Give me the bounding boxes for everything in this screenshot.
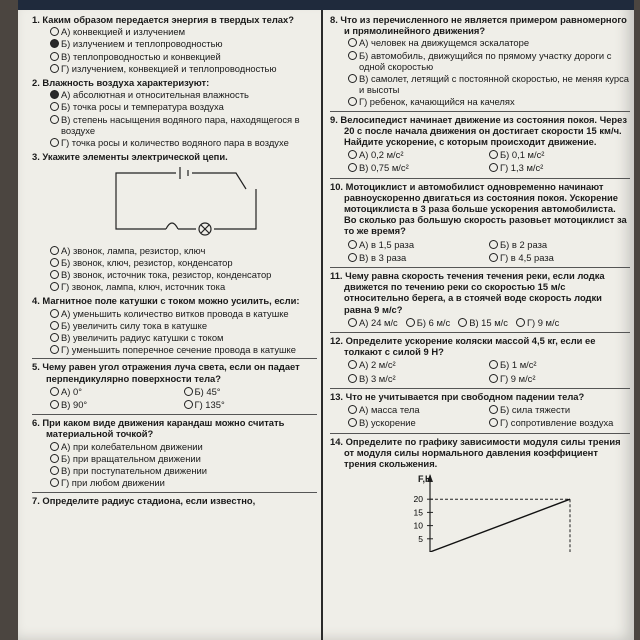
question-title: 14. Определите по графику зависимости модуля силы трения от модуля силы нормального давления коэффициент трения скольжения. [330,435,621,469]
radio-circle-icon [348,97,357,106]
separator [330,433,630,434]
answer-option[interactable]: Б) 45° [184,386,318,397]
answer-option[interactable]: Г) в 4,5 раза [489,252,630,263]
circuit-diagram [106,165,266,237]
question-13 [330,391,630,430]
question-7 [32,495,317,506]
radio-circle-icon [50,138,59,147]
answer-option[interactable]: В) 3 м/с² [348,373,489,384]
radio-circle-icon [489,240,498,249]
answer-option[interactable]: Б) звонок, ключ, резистор, конденсатор [50,257,317,268]
right-column [330,14,630,557]
question-title: 5. Чему равен угол отражения луча света, если он падает перпендикулярно поверхности тела? [32,361,300,384]
question-8 [330,14,630,108]
answer-option[interactable]: Г) излучением, конвекцией и теплопроводностью [50,63,317,74]
answer-option[interactable]: Б) увеличить силу тока в катушке [50,320,317,331]
question-title: 12. Определите ускорение коляски массой 4,5 кг, если ее толкают с силой 9 Н? [330,335,596,358]
answer-option[interactable]: Б) сила тяжести [489,404,630,415]
answer-option[interactable]: А) 0° [50,386,184,397]
radio-circle-icon [50,27,59,36]
answer-option[interactable]: В) при поступательном движении [50,465,317,476]
answer-option[interactable]: А) конвекцией и излучением [50,26,317,37]
answer-option[interactable]: А) масса тела [348,404,489,415]
question-12 [330,335,630,385]
question-5 [32,361,317,411]
radio-circle-icon [50,258,59,267]
column-divider [321,10,323,640]
radio-circle-icon [50,387,59,396]
answer-option[interactable]: Г) точка росы и количество водяного пара в воздухе [50,137,317,148]
answer-option[interactable]: Б) излучением и теплопроводностью [50,38,317,49]
answer-option[interactable]: А) 2 м/с² [348,359,489,370]
answer-option[interactable]: А) уменьшить количество витков провода в катушке [50,308,317,319]
question-9 [330,114,630,175]
header-bar [18,0,634,10]
answer-option[interactable]: Г) ребенок, качающийся на качелях [348,96,630,107]
answer-option[interactable]: В) 15 м/с [458,317,508,328]
separator [32,414,317,415]
answer-option[interactable]: Б) 1 м/с² [489,359,630,370]
y-tick-label: 5 [418,533,423,544]
question-title: 7. Определите радиус стадиона, если известно, [32,494,256,506]
question-6 [32,417,317,488]
question-3 [32,151,317,292]
answer-option[interactable]: А) в 1,5 раза [348,239,489,250]
question-title: 10. Мотоциклист и автомобилист одновременно начинают равноускоренно двигаться из состояния покоя. Ускорение мотоциклиста в 3 раза больше ускорения автомобилиста. Во сколько раз большую скорость разовьет мотоциклист за то же время? [330,180,627,237]
question-title: 2. Влажность воздуха характеризуют: [32,77,210,89]
separator [330,388,630,389]
radio-circle-icon [50,282,59,291]
radio-circle-icon [489,360,498,369]
separator [330,332,630,333]
radio-circle-icon [50,400,59,409]
question-14 [330,436,630,555]
radio-circle-icon [184,387,193,396]
answer-option[interactable]: В) 0,75 м/с² [348,162,489,173]
answer-option[interactable]: Г) 1,3 м/с² [489,162,630,173]
answer-option[interactable]: Г) 135° [184,399,318,410]
radio-circle-icon [348,51,357,60]
question-11 [330,270,630,329]
answer-option[interactable]: А) 0,2 м/с² [348,149,489,160]
radio-circle-icon [50,345,59,354]
question-title: 3. Укажите элементы электрической цепи. [32,151,228,163]
answer-option[interactable]: Г) при любом движении [50,477,317,488]
friction-graph [390,472,600,552]
radio-circle-icon [489,163,498,172]
answer-option[interactable]: В) увеличить радиус катушки с током [50,332,317,343]
radio-circle-icon [489,418,498,427]
radio-circle-icon [516,318,525,327]
question-title: 8. Что из перечисленного не является примером равномерного и прямолинейного движения? [330,14,627,37]
series-line [430,499,570,552]
radio-circle-icon [50,478,59,487]
radio-circle-icon [348,253,357,262]
radio-circle-icon [348,360,357,369]
radio-circle-icon [348,405,357,414]
answer-option[interactable]: Г) уменьшить поперечное сечение провода в катушке [50,344,317,355]
question-title: 9. Велосипедист начинает движение из состояния покоя. Через 20 с после начала движения он достигает скорости 15 км/ч. Найдите ускорение, с которым происходит движение. [330,113,628,148]
question-2 [32,77,317,148]
answer-option[interactable]: Б) 0,1 м/с² [489,149,630,160]
radio-circle-icon [348,74,357,83]
separator [330,267,630,268]
radio-circle-icon [489,405,498,414]
answer-option[interactable]: Г) 9 м/с² [489,373,630,384]
radio-filled-icon [50,90,59,99]
answer-option[interactable]: Г) сопротивление воздуха [489,417,630,428]
answer-option[interactable]: Б) автомобиль, движущийся по прямому участку дороги с одной скоростью [348,50,630,72]
answer-option[interactable]: А) звонок, лампа, резистор, ключ [50,245,317,256]
answer-option[interactable]: Б) точка росы и температура воздуха [50,101,317,112]
radio-circle-icon [406,318,415,327]
answer-option[interactable]: Г) звонок, лампа, ключ, источник тока [50,281,317,292]
separator [330,178,630,179]
answer-option[interactable]: В) степень насыщения водяного пара, находящегося в воздухе [50,114,317,136]
answer-option[interactable]: В) теплопроводностью и конвекцией [50,51,317,62]
radio-circle-icon [348,418,357,427]
radio-filled-icon [50,39,59,48]
radio-circle-icon [50,52,59,61]
answer-option[interactable]: Г) 9 м/с [516,317,559,328]
radio-circle-icon [50,321,59,330]
y-axis-label: F,Н [418,474,432,485]
radio-circle-icon [50,454,59,463]
question-1 [32,14,317,74]
radio-circle-icon [50,309,59,318]
question-title: 13. Что не учитывается при свободном падении тела? [330,390,585,402]
radio-circle-icon [348,38,357,47]
y-tick-label: 20 [413,494,423,505]
left-column [32,14,317,509]
radio-circle-icon [50,466,59,475]
separator [32,358,317,359]
answer-option[interactable]: В) в 3 раза [348,252,489,263]
radio-circle-icon [489,374,498,383]
question-title: 4. Магнитное поле катушки с током можно усилить, если: [32,295,300,307]
question-title: 6. При каком виде движения карандаш можно считать материальной точкой? [32,417,285,440]
radio-circle-icon [50,64,59,73]
radio-circle-icon [184,400,193,409]
question-4 [32,295,317,355]
answer-option[interactable]: В) самолет, летящий с постоянной скоростью, не меняя курса и высоты [348,73,630,95]
answer-option[interactable]: Б) в 2 раза [489,239,630,250]
radio-circle-icon [489,150,498,159]
separator [32,492,317,493]
question-10 [330,181,630,264]
answer-option[interactable]: В) звонок, источник тока, резистор, конденсатор [50,269,317,280]
radio-circle-icon [458,318,467,327]
radio-circle-icon [50,246,59,255]
answer-option[interactable]: Б) при вращательном движении [50,453,317,464]
answer-option[interactable]: В) ускорение [348,417,489,428]
answer-option[interactable]: А) человек на движущемся эскалаторе [348,37,630,48]
radio-circle-icon [50,115,59,124]
radio-circle-icon [348,374,357,383]
separator [330,111,630,112]
radio-circle-icon [50,102,59,111]
radio-circle-icon [348,318,357,327]
radio-circle-icon [50,442,59,451]
answer-option[interactable]: А) при колебательном движении [50,441,317,452]
y-tick-label: 15 [413,507,423,518]
answer-option[interactable]: В) 90° [50,399,184,410]
answer-option[interactable]: А) 24 м/с [348,317,398,328]
y-tick-label: 10 [413,520,423,531]
question-title: 11. Чему равна скорость течения течения реки, если лодка движется по течению реки со скоростью 15 м/с относительно берега, а в стоячей воде скорость лодки равна 9 м/с? [330,270,605,315]
radio-circle-icon [50,333,59,342]
radio-circle-icon [348,240,357,249]
radio-circle-icon [348,163,357,172]
radio-circle-icon [348,150,357,159]
radio-circle-icon [50,270,59,279]
test-sheet [18,0,634,640]
question-title: 1. Каким образом передается энергия в твердых телах? [32,14,294,25]
radio-circle-icon [489,253,498,262]
answer-option[interactable]: А) абсолютная и относительная влажность [50,89,317,100]
answer-option[interactable]: Б) 6 м/с [406,317,450,328]
